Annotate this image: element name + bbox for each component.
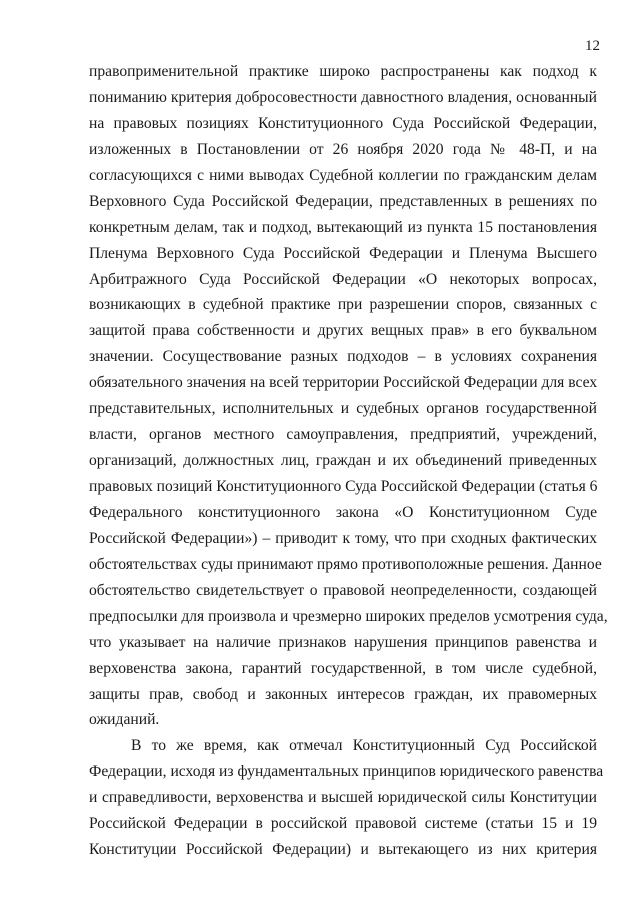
text-line: значении. Сосуществование разных подходов – в условиях сохранения — [89, 348, 597, 366]
text-line: возникающих в судебной практике при разрешении споров, связанных с — [89, 296, 597, 314]
text-line: организаций, должностных лиц, граждан и их объединений приведенных — [89, 452, 597, 470]
text-line: защитой права собственности и других вещных прав» в его буквальном — [89, 322, 597, 340]
document-body — [89, 59, 608, 863]
text-line: пониманию критерия добросовестности давностного владения, основанный — [89, 88, 597, 106]
text-line: защиты прав, свобод и законных интересов граждан, их правомерных — [89, 685, 597, 703]
text-line: Арбитражного Суда Российской Федерации «О некоторых вопросах, — [89, 270, 597, 288]
text-line: Российской Федерации») – приводит к тому, что при сходных фактических — [89, 529, 597, 547]
text-line: Российской Федерации в российской правовой системе (статьи 15 и 19 — [89, 815, 597, 833]
text-line: Конституции Российской Федерации) и вытекающего из них критерия — [89, 841, 597, 859]
text-line: согласующихся с ними выводах Судебной коллегии по гражданским делам — [89, 166, 597, 184]
text-line: ожиданий. — [89, 711, 160, 729]
text-line: верховенства закона, гарантий государственной, в том числе судебной, — [89, 659, 597, 677]
text-line: В то же время, как отмечал Конституционный Суд Российской — [131, 737, 597, 755]
text-line: предпосылки для произвола и чрезмерно широких пределов усмотрения суда, — [89, 607, 608, 625]
paragraph — [89, 59, 608, 733]
text-line: правоприменительной практике широко распространены как подход к — [89, 63, 597, 80]
text-line: что указывает на наличие признаков нарушения принципов равенства и — [89, 633, 597, 651]
text-line: обстоятельство свидетельствует о правовой неопределенности, создающей — [89, 581, 597, 599]
text-line: Федерации, исходя из фундаментальных принципов юридического равенства — [89, 763, 604, 781]
page-number: 12 — [585, 38, 600, 54]
text-line: конкретным делам, так и подход, вытекающий из пункта 15 постановления — [89, 218, 597, 236]
text-line: власти, органов местного самоуправления, предприятий, учреждений, — [89, 426, 597, 444]
text-line: Федерального конституционного закона «О Конституционном Суде — [89, 503, 597, 521]
text-line: правовых позиций Конституционного Суда Российской Федерации (статья 6 — [89, 478, 598, 495]
paragraph — [89, 733, 604, 863]
text-line: обстоятельствах суды принимают прямо противоположные решения. Данное — [89, 555, 602, 573]
text-line: Верховного Суда Российской Федерации, представленных в решениях по — [89, 192, 597, 210]
text-line: и справедливости, верховенства и высшей юридической силы Конституции — [89, 789, 597, 807]
text-line: представительных, исполнительных и судебных органов государственной — [89, 400, 597, 418]
text-line: изложенных в Постановлении от 26 ноября 2020 года № 48-П, и на — [89, 140, 597, 158]
text-line: на правовых позициях Конституционного Суда Российской Федерации, — [89, 114, 597, 132]
text-line: Пленума Верховного Суда Российской Федерации и Пленума Высшего — [89, 244, 597, 262]
text-line: обязательного значения на всей территории Российской Федерации для всех — [89, 374, 598, 392]
